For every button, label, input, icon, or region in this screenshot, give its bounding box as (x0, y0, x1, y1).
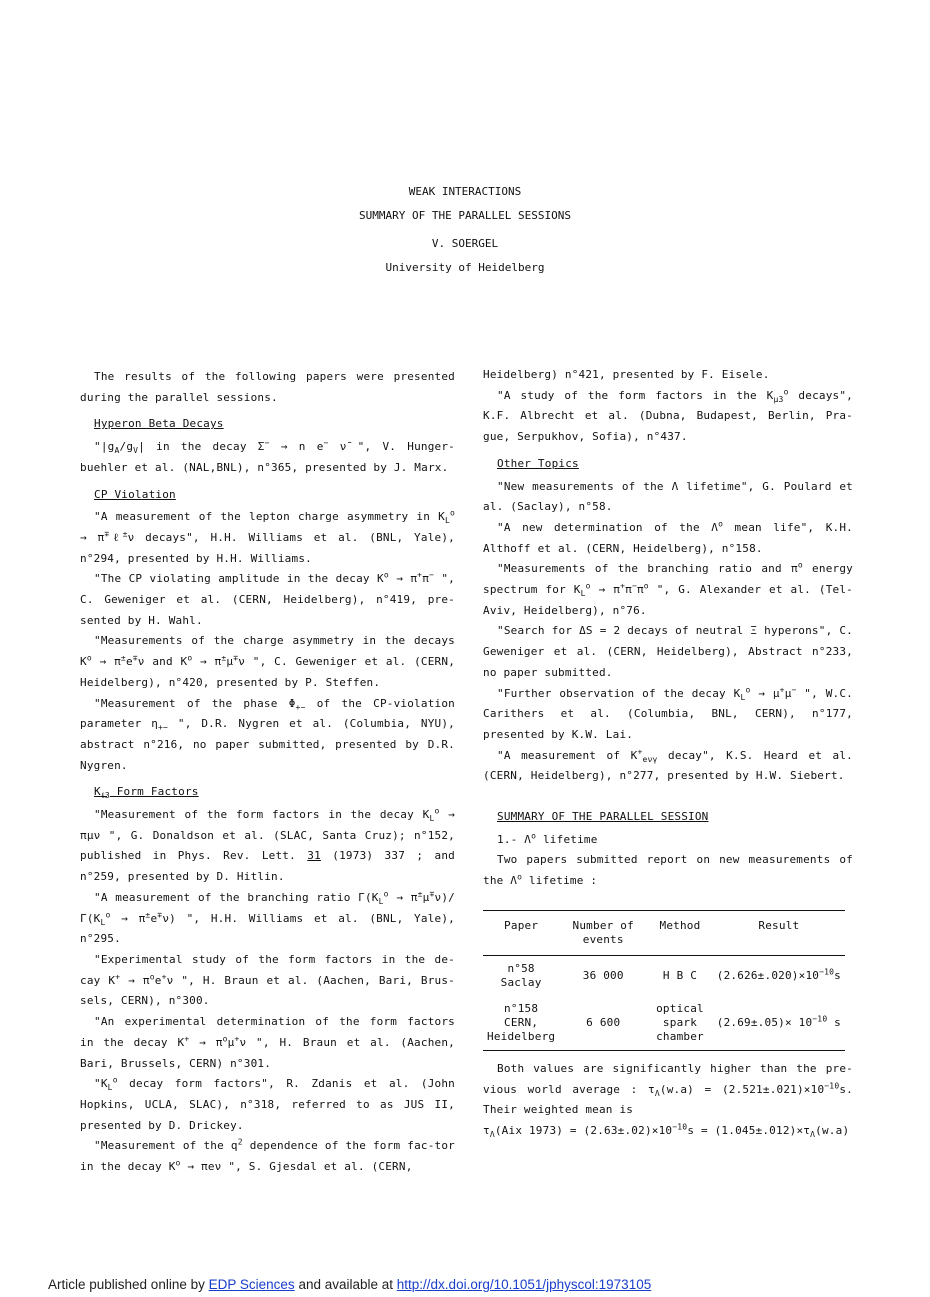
ref-cp-3: "Measurements of the charge asymmetry in the decays $K^o \to \pi^\pm e^\mp\nu$ and $K^o \to \pi^\pm\mu^\mp\nu$ ", C. Geweniger et al. (CERN, Heidelberg), n°420, presented by P. Steffen. (80, 634, 456, 689)
ref-ff-4: "An experimental determination of the form factors in the decay $K^+ \to \pi^o\mu^+\nu$ ", H. Braun et al. (Aachen, Bari, Brussels, CERN) n°301. (80, 1015, 455, 1070)
cell-events: 36 000 (582, 968, 624, 982)
ref-cp-2: "The CP violating amplitude in the decay $K^o \to \pi^+\pi^-$ ", C. Geweniger et al. (CERN, Heidelberg), n°419, pre-sented by H. Wahl. (80, 570, 455, 627)
heading-kl3-form-factors: $K_{\ell 3}$ Form Factors (94, 785, 199, 801)
ref-ff-6: "Measurement of the $q^2$ dependence of the form fac-tor in the decay $K^o \to \pi e\nu$ ", S. Gjesdal et al. (CERN, (80, 1137, 456, 1174)
lambda-lifetime-table (483, 910, 845, 1051)
paper-title: WEAK INTERACTIONS (408, 185, 522, 198)
ref-cp-4: "Measurement of the phase $\Phi_{+-}$ of the CP-violation parameter $\eta_{+-}$ ", D.R. Nygren et al. (Columbia, NYU), abstract n°216, no paper submitted, presented by D.R. Nygren. (80, 696, 455, 772)
doi-link[interactable]: http://dx.doi.org/10.1051/jphyscol:1973105 (396, 1277, 652, 1292)
heading-summary: SUMMARY OF THE PARALLEL SESSION (497, 810, 709, 824)
lambda-intro: Two papers submitted report on new measurements of the $\Lambda^o$ lifetime : (483, 853, 853, 888)
ref-ff-6-cont: Heidelberg) n°421, presented by F. Eisele. (483, 368, 770, 381)
footer-prefix: Article published online by (48, 1277, 205, 1292)
table-header-row (483, 910, 845, 955)
col-header-method: Method (647, 910, 713, 955)
heading-other-topics: Other Topics (497, 456, 579, 470)
heading-hyperon-beta-decays: Hyperon Beta Decays (94, 417, 224, 431)
ref-hyperon: "$|g_A/g_V|$ in the decay Σ− → n e− ν̄ ", V. Hunger-buehler et al. (NAL,BNL), n°365, presented by J. Marx. (80, 438, 456, 474)
cell-result: $(2.69\pm.05)\times 10^{-10}$ s (713, 996, 845, 1051)
ref-other-3: "Measurements of the branching ratio and $\pi^o$ energy spectrum for $K_L^o \to \pi^+\pi^-\pi^o$ ", G. Alexander et al. (Tel-Aviv, Heidelberg), n°76. (483, 560, 853, 617)
table-row (483, 996, 845, 1051)
lambda-comparison: Both values are significantly higher than the pre-vious world average : $\tau_\Lambda(w.a) = (2.521\pm.021)\times 10^{-10}s$. Their weighted mean is (483, 1061, 853, 1117)
ref-other-2: "A new determination of the $\Lambda^o$ mean life", K.H. Althoff et al. (CERN, Heidelberg), n°158. (483, 519, 853, 555)
col-header-events: Number of events (559, 910, 647, 955)
cell-paper: n°58 Saclay (500, 961, 542, 989)
ref-ff-1: "Measurement of the form factors in the decay $K_L^o \to \pi\mu\nu$ ", G. Donaldson et al. (SLAC, Santa Cruz); n°152, published in Phys. Rev. Lett. 31 (1973) 337 ; and n°259, presented by D. Hitlin. (80, 806, 455, 884)
footer-middle: and available at (298, 1277, 394, 1292)
ref-other-1: "New measurements of the Λ lifetime", G. Poulard et al. (Saclay), n°58. (483, 479, 853, 514)
left-column (80, 367, 455, 1178)
heading-lambda-lifetime: 1.- $\Lambda^o$ lifetime (497, 831, 598, 846)
ref-ff-5: "$K_L^o$ decay form factors", R. Zdanis et al. (John Hopkins, UCLA, SLAC), n°318, referred to as JUS II, presented by D. Drickey. (80, 1075, 455, 1132)
cell-events: 6 600 (559, 996, 647, 1051)
paper-header (0, 183, 930, 283)
ref-cp-1: "A measurement of the lepton charge asymmetry in $K_L^o$ → π∓ℓ±ν decays", H.H. Williams et al. (BNL, Yale), n°294, presented by H.H. Williams. (80, 508, 455, 565)
cell-method: H B C (662, 968, 698, 982)
ref-other-6: "A measurement of $K^+_{e\nu\gamma}$ decay", K.S. Heard et al. (CERN, Heidelberg), n°277, presented by H.W. Siebert. (483, 747, 853, 783)
col-header-result: Result (713, 910, 845, 955)
table-row (483, 955, 845, 996)
right-column (483, 365, 853, 1142)
ref-ff-3: "Experimental study of the form factors in the de-cay $K^+ \to \pi^oe^+\nu$ ", H. Braun et al. (Aachen, Bari, Brus-sels, CERN), n°300. (80, 952, 455, 1008)
intro-paragraph: The results of the following papers were presented during the parallel sessions. (80, 370, 455, 404)
ref-other-4: "Search for ΔS = 2 decays of neutral Ξ hyperons", C. Geweniger et al. (CERN, Heidelberg), Abstract n°233, no paper submitted. (483, 624, 853, 679)
publisher-link[interactable]: EDP Sciences (208, 1277, 295, 1292)
cell-result: $(2.626\pm.020)\times 10^{-10}s$ (716, 967, 841, 982)
ref-ff-7: "A study of the form factors in the $K_{\mu 3}^o$ decays", K.F. Albrecht et al. (Dubna, Budapest, Berlin, Pra-gue, Serpukhov, Sofia), n°437. (483, 387, 854, 444)
ref-other-5: "Further observation of the decay $K_L^o \to \mu^+\mu^-$ ", W.C. Carithers et al. (Columbia, BNL, CERN), n°177, presented by K.W. Lai. (483, 684, 853, 741)
ref-ff-2: "A measurement of the branching ratio $\Gamma(K_L^o \to \pi^\pm\mu^\mp\nu)/$ $\Gamma(K_L^o \to \pi^\pm e^\mp\nu)$ ", H.H. Williams et al. (BNL, Yale), n°295. (80, 889, 455, 946)
publisher-footer (48, 1277, 651, 1292)
heading-cp-violation: CP Violation (94, 487, 176, 501)
paper-affiliation: University of Heidelberg (385, 261, 545, 274)
lambda-weighted-mean: $\tau_\Lambda(Aix$ $1973) = (2.63\pm.02)\times 10^{-10}s = (1.045\pm.012)\times\tau_\Lambda(w.a)$ (483, 1122, 850, 1140)
paper-subtitle: SUMMARY OF THE PARALLEL SESSIONS (359, 209, 571, 222)
cell-method: optical spark chamber (647, 996, 713, 1051)
col-header-paper: Paper (483, 910, 559, 955)
paper-author: V. SOERGEL (431, 237, 499, 250)
cell-paper: n°158 CERN, Heidelberg (483, 996, 559, 1051)
